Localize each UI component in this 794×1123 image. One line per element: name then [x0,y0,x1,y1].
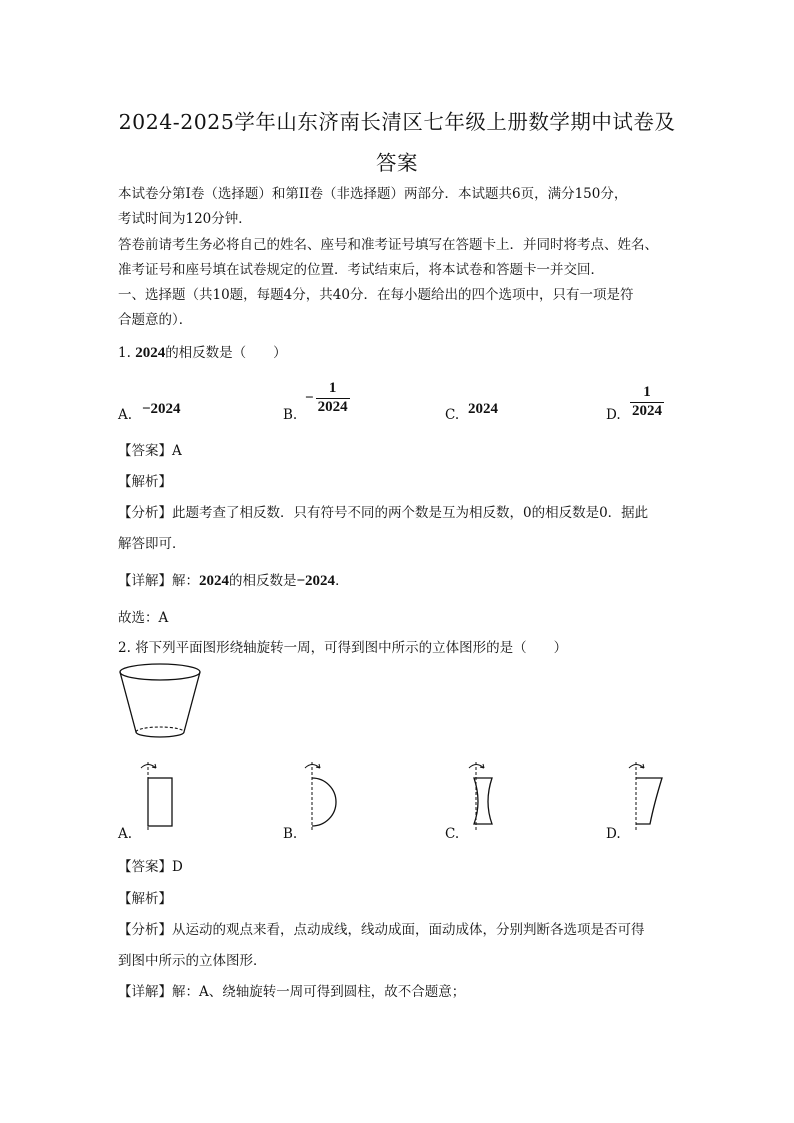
q1-analysis-line1: 【分析】此题考查了相反数．只有符号不同的两个数是互为相反数，0的相反数是0．据此 [118,505,649,521]
q1-stem-math: 2024 [135,345,166,361]
q1-analysis-heading: 【解析】 [118,474,172,490]
q1-option-b-den: 2024 [317,398,348,415]
q1-option-d-fraction [630,385,664,420]
rectangle-shape [148,778,172,826]
q1-number: 1. [118,345,131,361]
intro-line1: 本试卷分第I卷（选择题）和第II卷（非选择题）两部分．本试题共6页，满分150分， [118,186,628,202]
intro-line4: 准考证号和座号填在试卷规定的位置．考试结束后，将本试卷和答题卡一并交回． [118,262,604,278]
q2-stem: 2. 将下列平面图形绕轴旋转一周，可得到图中所示的立体图形的是（ ） [118,640,568,656]
q2-option-c-label: C. [445,826,460,842]
q1-option-a-label: A. [118,407,133,423]
q2-solid-left-edge [120,672,136,732]
q1-detail-math1: 2024 [199,573,229,589]
doc-title-line2: 答案 [376,151,418,175]
semicircle-shape [312,778,336,826]
q1-detail-math2: −2024 [296,573,336,589]
q1-detail-mid: 的相反数是 [229,573,297,589]
q1-stem-text: 的相反数是（ ） [165,345,287,361]
section-line1: 一、选择题（共10题，每题4分，共40分．在每小题给出的四个选项中，只有一项是符 [118,287,634,303]
q1-option-b-value [305,381,350,416]
q1-detail [118,569,349,590]
trapezoid-shape [636,778,662,824]
q2-solid-bottom-back [136,727,184,732]
intro-line2: 考试时间为120分钟． [118,211,252,227]
q2-solid-top-ellipse [120,664,200,680]
q1-option-d-value [630,381,664,420]
doc-title-line1: 2024-2025学年山东济南长清区七年级上册数学期中试卷及 [118,110,676,134]
q2-detail-line1: 【详解】解：A、绕轴旋转一周可得到圆柱，故不合题意； [118,984,466,1000]
q1-stem [118,341,287,362]
section-line2: 合题意的）． [118,312,193,328]
q1-option-b-sign: − [305,389,314,406]
intro-line3: 答卷前请考生务必将自己的姓名、座号和准考证号填写在答题卡上．并同时将考点、姓名、 [118,237,658,253]
q2-option-b-figure [298,760,348,834]
q2-option-d-label: D. [606,826,621,842]
q2-option-b-label: B. [283,826,298,842]
q1-detail-prefix: 【详解】解： [118,573,199,589]
q1-option-b-label: B. [283,407,298,423]
q2-solid-bottom-front [136,732,184,737]
q1-detail-end: ． [335,573,349,589]
q1-option-d-num: 1 [643,384,651,400]
q1-option-c-value: 2024 [468,401,498,417]
concave-shape [474,778,492,824]
q1-option-a-value: −2024 [142,401,181,417]
q1-choice: 故选：A [118,610,169,626]
q1-option-b-fraction [316,381,350,416]
q2-solid-figure [112,660,212,746]
q1-option-d-den: 2024 [632,402,662,419]
q1-analysis-line2: 解答即可． [118,536,186,552]
q2-solid-right-edge [184,672,200,732]
q2-option-d-figure [620,760,670,834]
q2-analysis-line1: 【分析】从运动的观点来看，点动成线，线动成面，面动成体，分别判断各选项是否可得 [118,922,645,938]
q2-option-a-label: A. [118,826,133,842]
q1-option-b-num: 1 [328,380,337,396]
q2-option-c-figure [462,760,512,834]
q1-answer: 【答案】A [118,443,182,459]
q1-option-d-label: D. [606,407,621,423]
q2-answer: 【答案】D [118,859,183,875]
q1-option-c-label: C. [445,407,460,423]
q2-option-a-figure [136,760,186,834]
q2-analysis-heading: 【解析】 [118,891,172,907]
q2-analysis-line2: 到图中所示的立体图形． [118,953,267,969]
